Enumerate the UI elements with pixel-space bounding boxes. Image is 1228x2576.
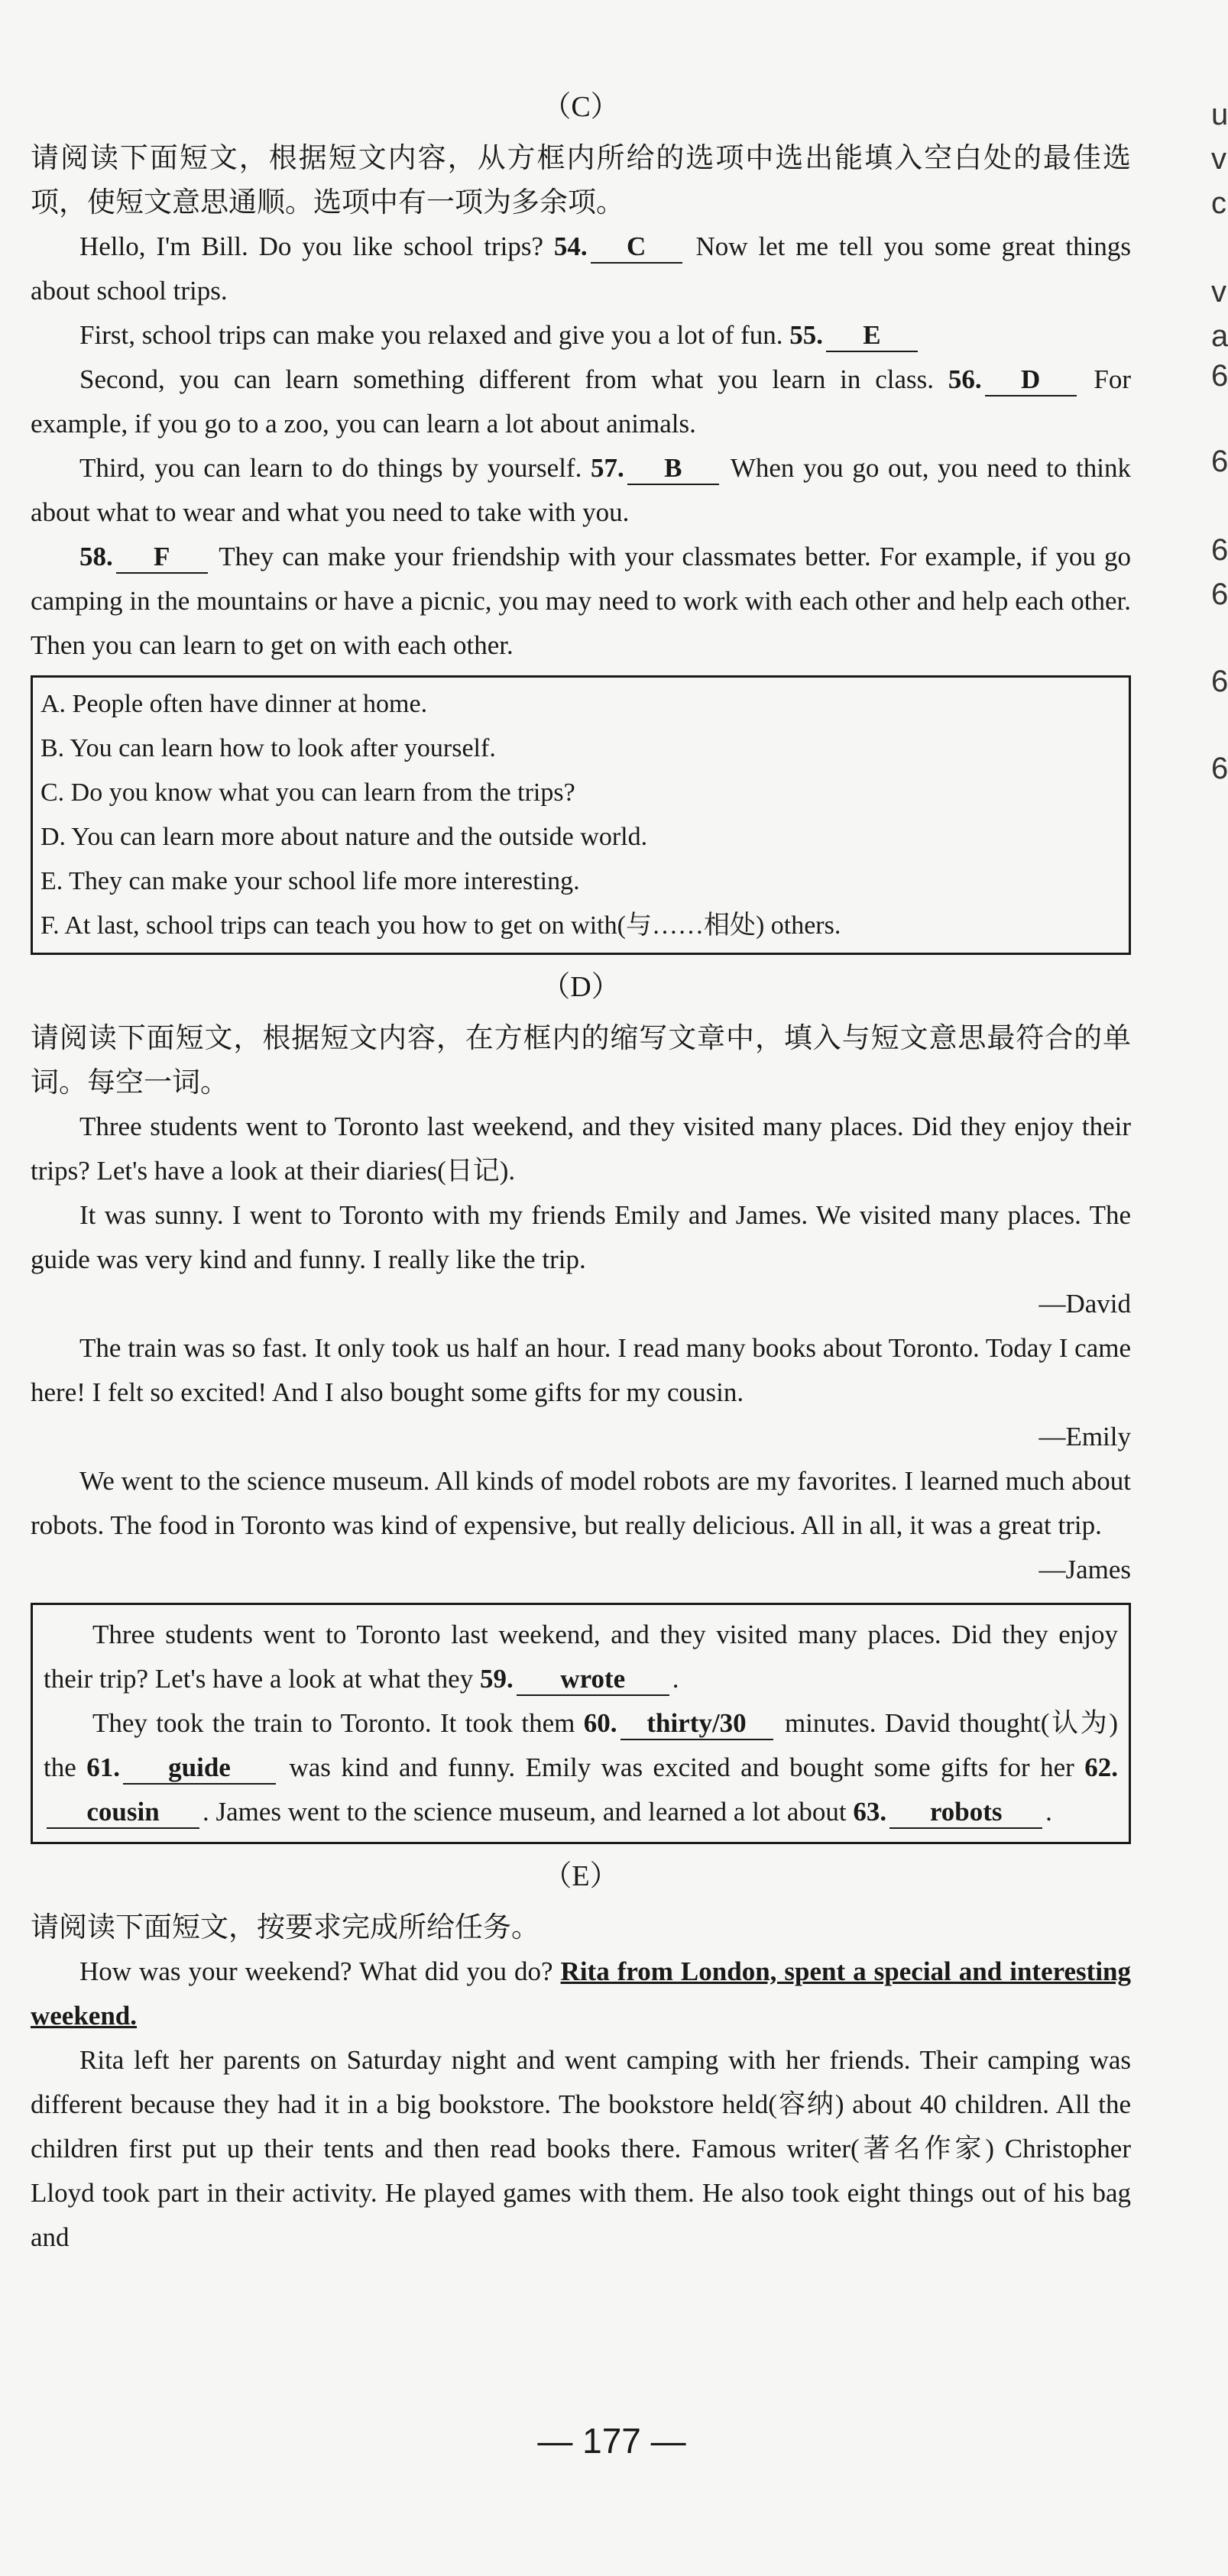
summary-paragraph-1: Three students went to Toronto last weekend, and they visited many places. Did they enjoy their trip? Let's have a look at what they 59. wrote . bbox=[44, 1613, 1118, 1701]
edge-letter: v bbox=[1211, 275, 1226, 309]
answer-blank: E bbox=[826, 320, 918, 352]
section-c-paragraph-4: Third, you can learn to do things by yourself. 57. B When you go out, you need to think about what to wear and what you need to take with you. bbox=[31, 453, 1132, 527]
question-number: 54. bbox=[553, 231, 588, 261]
underlined-sentence: Rita from London, spent a special and interesting weekend. bbox=[31, 1956, 1132, 2031]
page-content bbox=[31, 84, 1131, 2260]
edge-letter: 6 bbox=[1211, 359, 1228, 393]
section-c-paragraph-2: First, school trips can make you relaxed and give you a lot of fun. 55. E bbox=[31, 313, 1131, 358]
question-number: 57. bbox=[591, 453, 624, 483]
diary-emily: The train was so fast. It only took us half an hour. I read many books about Toronto. Today I came here! I felt so excited! And I also bought some gifts for my cousin. bbox=[31, 1333, 1131, 1407]
edge-letter: 6 bbox=[1211, 665, 1228, 698]
question-number: 59. bbox=[479, 1664, 514, 1694]
answer-blank: cousin bbox=[47, 1797, 199, 1829]
answer-blank: D bbox=[985, 364, 1077, 396]
diary-david: It was sunny. I went to Toronto with my friends Emily and James. We visited many places. The guide was very kind and funny. I really like the trip. bbox=[31, 1200, 1131, 1274]
edge-letter: 6 bbox=[1211, 752, 1228, 785]
section-c-paragraph-3: Second, you can learn something different from what you learn in class. 56. D For example, if you go to a zoo, you can learn a lot about animals. bbox=[31, 364, 1132, 439]
edge-letter: u bbox=[1211, 98, 1228, 131]
question-number: 63. bbox=[853, 1797, 887, 1827]
section-e-title: （E） bbox=[543, 1860, 619, 1892]
edge-letter: 6 bbox=[1211, 533, 1228, 567]
section-e bbox=[31, 1853, 1131, 2260]
option-a: A. People often have dinner at home. bbox=[41, 690, 428, 718]
option-b: B. You can learn how to look after yourself. bbox=[41, 734, 496, 762]
answer-blank: robots bbox=[889, 1797, 1042, 1829]
question-number: 61. bbox=[86, 1752, 120, 1782]
answer-blank: wrote bbox=[517, 1664, 669, 1696]
option-e: E. They can make your school life more interesting. bbox=[41, 867, 580, 895]
section-e-paragraph-2: Rita left her parents on Saturday night and went camping with her friends. Their camping was different because they had it in a big bookstore. The bookstore held(容纳) about 40 children. All the children first put up their tents and then read books there. Famous writer(著名作家) Christopher Lloyd took part in their activity. He played games with them. He also took eight things out of his bag and bbox=[31, 2045, 1131, 2252]
option-d: D. You can learn more about nature and the outside world. bbox=[41, 823, 648, 851]
section-d bbox=[31, 964, 1131, 1844]
answer-blank: thirty/30 bbox=[620, 1708, 773, 1740]
edge-letter: v bbox=[1211, 142, 1226, 176]
answer-blank: guide bbox=[123, 1752, 276, 1785]
option-c: C. Do you know what you can learn from the trips? bbox=[41, 778, 575, 807]
answer-blank: B bbox=[627, 453, 719, 485]
edge-letter: 6 bbox=[1211, 578, 1228, 611]
section-c-title: （C） bbox=[542, 91, 620, 123]
answer-blank: F bbox=[116, 542, 208, 574]
option-f: F. At last, school trips can teach you how to get on with(与……相处) others. bbox=[41, 911, 841, 940]
question-number: 60. bbox=[583, 1708, 617, 1738]
page-number: — 177 — bbox=[537, 2421, 686, 2461]
summary-box bbox=[31, 1603, 1131, 1844]
summary-paragraph-2: They took the train to Toronto. It took them 60. thirty/30 minutes. David thought(认为) the 61. guide was kind and funny. Emily was excited and bought some gifts for her 62.cousin . James went to the science museum, and learned a lot about 63. robots . bbox=[44, 1701, 1118, 1834]
options-box bbox=[31, 675, 1131, 955]
section-d-title: （D） bbox=[541, 971, 620, 1003]
question-number: 58. bbox=[79, 542, 113, 571]
diary-james: We went to the science museum. All kinds of model robots are my favorites. I learned much about robots. The food in Toronto was kind of expensive, but really delicious. All in all, it was a great trip. bbox=[31, 1466, 1131, 1540]
section-e-instruction: 请阅读下面短文，按要求完成所给任务。 bbox=[31, 1911, 539, 1943]
section-c bbox=[31, 84, 1131, 955]
answer-blank: C bbox=[591, 231, 682, 264]
signature-david: —David bbox=[1038, 1289, 1131, 1319]
edge-letter: 6 bbox=[1211, 445, 1228, 478]
section-c-paragraph-1: Hello, I'm Bill. Do you like school trips? 54. C Now let me tell you some great things about school trips. bbox=[31, 231, 1131, 306]
section-d-instruction: 请阅读下面短文，根据短文内容，在方框内的缩写文章中，填入与短文意思最符合的单词。每空一词。 bbox=[31, 1021, 1131, 1099]
question-number: 55. bbox=[789, 320, 823, 350]
edge-letter: c bbox=[1211, 186, 1226, 220]
signature-james: —James bbox=[1038, 1555, 1131, 1584]
section-c-instruction: 请阅读下面短文，根据短文内容，从方框内所给的选项中选出能填入空白处的最佳选项，使短文意思通顺。选项中有一项为多余项。 bbox=[31, 141, 1131, 218]
question-number: 56. bbox=[948, 364, 982, 394]
edge-letter: a bbox=[1211, 319, 1228, 353]
section-d-intro: Three students went to Toronto last weekend, and they visited many places. Did they enjoy their trips? Let's have a look at their diaries(日记). bbox=[31, 1112, 1131, 1186]
section-e-paragraph-1: How was your weekend? What did you do? Rita from London, spent a special and interesting weekend. bbox=[31, 1956, 1132, 2031]
signature-emily: —Emily bbox=[1038, 1422, 1131, 1451]
question-number: 62. bbox=[1084, 1752, 1118, 1782]
section-c-paragraph-5: 58. F They can make your friendship with your classmates better. For example, if you go camping in the mountains or have a picnic, you may need to work with each other and help each other. Then you can learn to get on with each other. bbox=[31, 542, 1131, 660]
